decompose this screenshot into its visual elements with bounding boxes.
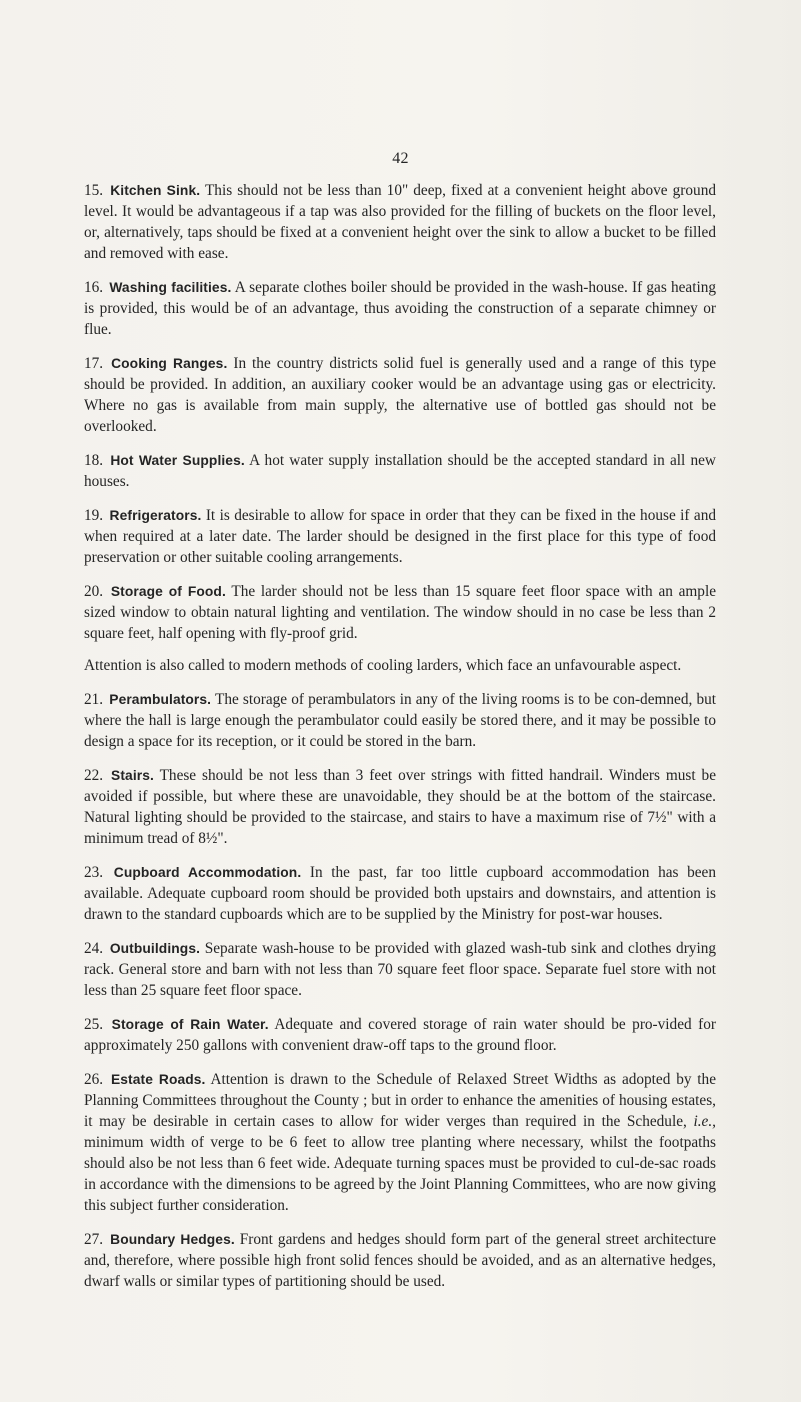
paragraph-text: In the country districts solid fuel is generally used and a range of this type should be provided. In addition, an auxiliary cooker would be an advantage using gas or electricity. Where no gas is available from main supply, the alternative use of bottled gas should not be overlooked. xyxy=(84,355,717,435)
paragraph-text: It is desirable to allow for space in order that they can be fixed in the house if and when required at a later date. The larder should be designed in the first place for this type of food preservation or other suitable cooling arrangements. xyxy=(84,507,716,566)
paragraph-heading: Storage of Rain Water. xyxy=(111,1017,269,1032)
paragraph-21 xyxy=(84,689,716,752)
page-number: 42 xyxy=(392,150,409,167)
paragraph-number: 27. xyxy=(84,1231,104,1248)
paragraph-text: The storage of perambulators in any of the living rooms is to be con-demned, but where the hall is large enough the perambulator could easily be stored there, and it may be possible to design a space for its reception, or it could be stored in the barn. xyxy=(84,691,716,750)
paragraph-text: A hot water supply installation should be the accepted standard in all new houses. xyxy=(84,452,716,490)
paragraph-heading: Kitchen Sink. xyxy=(110,183,201,198)
paragraph-italic-text: i.e., xyxy=(693,1113,716,1130)
paragraph-20-continuation xyxy=(84,655,716,676)
paragraph-heading: Hot Water Supplies. xyxy=(110,453,245,468)
paragraph-text: Front gardens and hedges should form part of the general street architecture and, therefore, where possible high front solid fences should be avoided, and as an alternative hedges, dwarf walls or similar types of partitioning should be used. xyxy=(84,1231,717,1290)
paragraph-text: This should not be less than 10" deep, fixed at a convenient height above ground level. It would be advantageous if a tap was also provided for the filling of buckets on the floor level, or, alternatively, taps should be fixed at a convenient height over the sink to allow a bucket to be filled and removed with ease. xyxy=(84,182,716,262)
paragraph-heading: Washing facilities. xyxy=(109,280,232,295)
paragraph-18 xyxy=(84,450,716,492)
paragraph-25 xyxy=(84,1014,716,1056)
paragraph-heading: Boundary Hedges. xyxy=(110,1232,235,1247)
document-body xyxy=(84,180,716,1305)
paragraph-heading: Storage of Food. xyxy=(110,584,226,599)
paragraph-text: Attention is also called to modern methods of cooling larders, which face an unfavourable aspect. xyxy=(84,657,682,674)
paragraph-text: These should be not less than 3 feet over strings with fitted handrail. Winders must be avoided if possible, but where these are unavoidable, they should be at the bottom of the staircase. Natural lighting should be provided to the staircase, and stairs to have a maximum rise of 7½" with a minimum tread of 8½". xyxy=(84,767,716,847)
paragraph-text: A separate clothes boiler should be provided in the wash-house. If gas heating is provided, this would be of an advantage, thus avoiding the construction of a separate chimney or flue. xyxy=(84,279,717,338)
paragraph-number: 20. xyxy=(84,583,104,600)
paragraph-number: 17. xyxy=(84,355,104,372)
paragraph-number: 24. xyxy=(84,940,104,957)
paragraph-text-continued: minimum width of verge to be 6 feet to allow tree planting where necessary, whilst the footpaths should also be not less than 6 feet wide. Adequate turning spaces must be provided to cul-de-sac roads in accordance with the dimensions to be agreed by the Joint Planning Committees, who are now giving this subject further consideration. xyxy=(84,1134,716,1214)
paragraph-number: 23. xyxy=(84,864,104,881)
paragraph-number: 26. xyxy=(84,1071,104,1088)
paragraph-text: Attention is drawn to the Schedule of Relaxed Street Widths as adopted by the Planning Committees throughout the County ; but in order to enhance the amenities of housing estates, it may be desirable in certain cases to allow for wider verges than required in the Schedule, xyxy=(84,1071,716,1130)
paragraph-text: Adequate and covered storage of rain water should be pro-vided for approximately 250 gallons with convenient draw-off taps to the ground floor. xyxy=(84,1016,717,1054)
paragraph-22 xyxy=(84,765,716,849)
paragraph-number: 22. xyxy=(84,767,104,784)
paragraph-26 xyxy=(84,1069,716,1216)
paragraph-heading: Outbuildings. xyxy=(109,941,201,956)
paragraph-number: 25. xyxy=(84,1016,104,1033)
paragraph-heading: Cupboard Accommodation. xyxy=(113,865,302,880)
paragraph-24 xyxy=(84,938,716,1001)
paragraph-text: The larder should not be less than 15 square feet floor space with an ample sized window to obtain natural lighting and ventilation. The window should in no case be less than 2 square feet, half opening with fly-proof grid. xyxy=(84,583,716,642)
paragraph-number: 16. xyxy=(84,279,104,296)
paragraph-text: Separate wash-house to be provided with glazed wash-tub sink and clothes drying rack. General store and barn with not less than 70 square feet floor space. Separate fuel store with not less than 25 square feet floor space. xyxy=(84,940,716,999)
paragraph-heading: Cooking Ranges. xyxy=(111,356,228,371)
paragraph-heading: Refrigerators. xyxy=(109,508,202,523)
paragraph-17 xyxy=(84,353,716,437)
paragraph-heading: Estate Roads. xyxy=(110,1072,206,1087)
paragraph-23 xyxy=(84,862,716,925)
paragraph-heading: Perambulators. xyxy=(109,692,212,707)
paragraph-number: 21. xyxy=(84,691,104,708)
paragraph-heading: Stairs. xyxy=(111,768,154,783)
paragraph-number: 19. xyxy=(84,507,104,524)
paragraph-number: 18. xyxy=(84,452,104,469)
paragraph-27 xyxy=(84,1229,716,1292)
paragraph-16 xyxy=(84,277,716,340)
paragraph-text: In the past, far too little cupboard accommodation has been available. Adequate cupboard room should be provided both upstairs and downstairs, and attention is drawn to the standard cupboards which are to be supplied by the Ministry for post-war houses. xyxy=(84,864,716,923)
paragraph-20 xyxy=(84,581,716,644)
paragraph-15 xyxy=(84,180,716,264)
paragraph-number: 15. xyxy=(84,182,104,199)
paragraph-19 xyxy=(84,505,716,568)
